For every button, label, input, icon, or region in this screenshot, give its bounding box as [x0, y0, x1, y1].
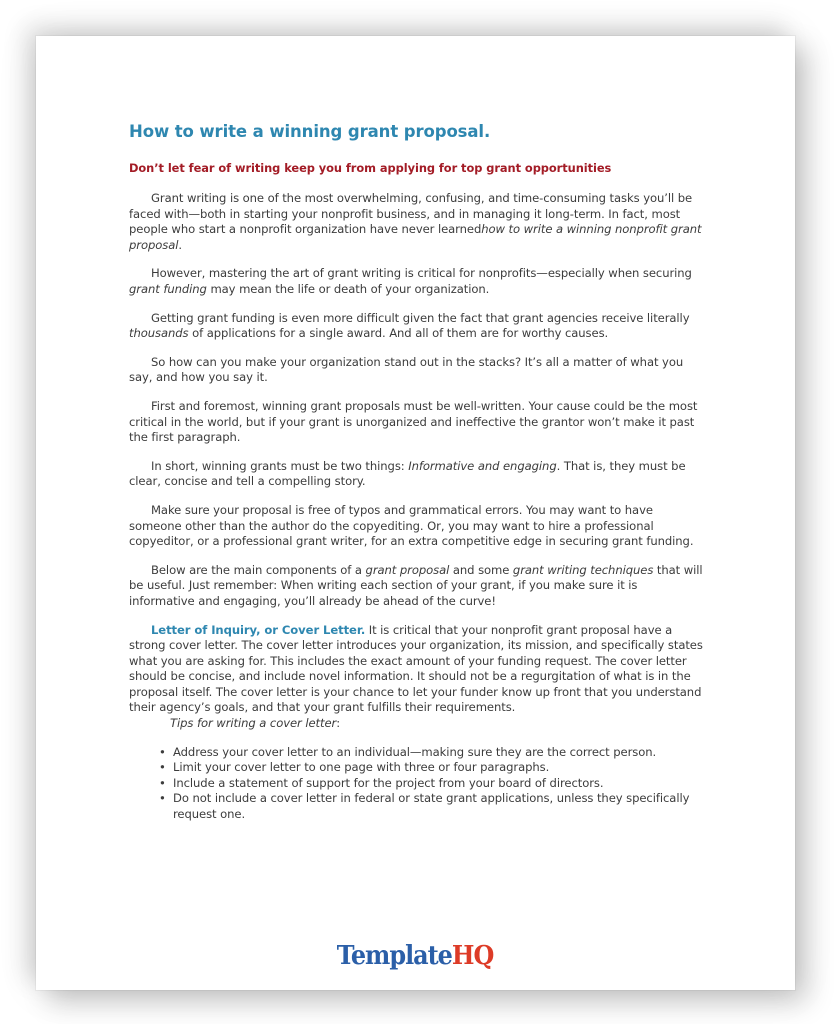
paragraph-mastering-emphasis: grant funding [129, 282, 207, 297]
section-heading-letter-of-inquiry: Letter of Inquiry, or Cover Letter. [151, 622, 366, 637]
section-body-letter-of-inquiry: It is critical that your nonprofit grant proposal have a strong cover letter. The cover letter introduces your organization, its mission, and specifically states what you are asking for. This includes the exact amount of your funding request. The cover letter should be concise, and include novel information. It should not be a regurgitation of what is in the proposal itself. The cover letter is your chance to let your funder know up front that you understand their agency’s goals, and that your grant fulfills their requirements. [129, 622, 703, 715]
paragraph-well-written: First and foremost, winning grant proposals must be well-written. Your cause could be the most critical in the world, but if your grant is unorganized and ineffective the grantor won’t make it past the first paragraph. [129, 398, 698, 445]
logo-word-template: Template [337, 941, 453, 971]
paragraph-difficulty [129, 311, 705, 342]
list-item-label: Do not include a cover letter in federal or state grant applications, unless they specifically request one. [173, 791, 690, 822]
paragraph-components-emphasis-2: grant writing techniques [512, 562, 654, 577]
paragraph-intro-text-c: . [178, 237, 183, 252]
bullet-icon: • [159, 744, 166, 759]
paragraph-difficulty-text-c: of applications for a single award. And all of them are for worthy causes. [188, 326, 609, 341]
logo-wordmark [337, 941, 493, 971]
paragraph-two-things-emphasis: Informative and engaging [408, 458, 557, 473]
list-item-label: Include a statement of support for the project from your board of directors. [173, 775, 604, 790]
list-item [159, 776, 705, 792]
paragraph-mastering [129, 266, 705, 297]
paragraph-difficulty-emphasis: thousands [129, 326, 189, 341]
list-item-label: Limit your cover letter to one page with three or four paragraphs. [173, 760, 550, 775]
tips-bullet-list [129, 745, 705, 823]
bullet-icon: • [159, 775, 166, 790]
paragraph-stand-out: So how can you make your organization stand out in the stacks? It’s all a matter of what you say, and how you say it. [129, 354, 684, 385]
paragraph-intro-emphasis: how to write a winning nonprofit grant proposal [129, 222, 702, 252]
bullet-icon: • [159, 791, 166, 806]
tips-label: Tips for writing a cover letter [170, 716, 337, 731]
document-content [129, 122, 705, 823]
list-item [159, 791, 705, 822]
paragraph-typos: Make sure your proposal is free of typos and grammatical errors. You may want to have someone other than the author do the copyediting. Or, you may want to hire a professional copyeditor, or a professional grant writer, for an extra competitive edge in securing grant funding. [129, 502, 694, 549]
paragraph-components [129, 563, 705, 610]
tips-label-colon: : [336, 716, 341, 731]
paragraph-mastering-text-c: may mean the life or death of your organization. [206, 282, 490, 297]
section-letter-of-inquiry [129, 623, 705, 717]
page-subtitle: Don’t let fear of writing keep you from applying for top grant opportunities [129, 160, 612, 175]
paragraph-mastering-text-a: However, mastering the art of grant writing is critical for nonprofits—especially when securing [151, 266, 692, 281]
paragraph-components-text-a: Below are the main components of a [151, 562, 366, 577]
list-item [159, 760, 705, 776]
bullet-icon: • [159, 760, 166, 775]
list-item-label: Address your cover letter to an individual—making sure they are the correct person. [173, 744, 657, 759]
logo-word-hq: HQ [452, 941, 494, 971]
document-page [36, 36, 795, 990]
paragraph-components-text-e: that will be useful. Just remember: When writing each section of your grant, if you make sure it is informative and engaging, you’ll already be ahead of the curve! [129, 562, 703, 608]
list-item [159, 745, 705, 761]
footer-logo [36, 941, 795, 971]
tips-label-line [129, 716, 705, 732]
paragraph-intro-text-a: Grant writing is one of the most overwhelming, confusing, and time-consuming tasks you’ll be faced with—both in starting your nonprofit business, and in managing it long-term. In fact, most people who start a nonprofit organization have never learned [129, 191, 693, 237]
paragraph-two-things-text-a: In short, winning grants must be two things: [151, 458, 409, 473]
paragraph-intro [129, 191, 705, 253]
paragraph-difficulty-text-a: Getting grant funding is even more difficult given the fact that grant agencies receive literally [151, 310, 690, 325]
paragraph-components-text-c: and some [449, 562, 513, 577]
paragraph-two-things-text-c: . That is, they must be clear, concise and tell a compelling story. [129, 458, 686, 489]
paragraph-components-emphasis-1: grant proposal [365, 562, 450, 577]
paragraph-two-things [129, 459, 705, 490]
page-title: How to write a winning grant proposal. [129, 122, 491, 141]
